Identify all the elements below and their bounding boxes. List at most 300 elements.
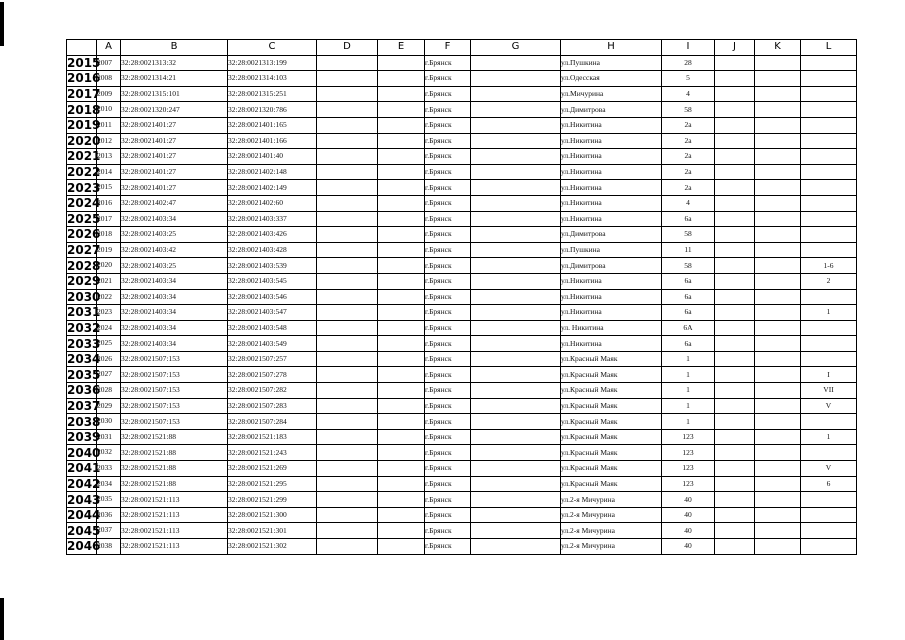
cell-l[interactable] xyxy=(801,195,857,211)
cell-i[interactable]: 6а xyxy=(662,211,715,227)
cell-l[interactable]: I xyxy=(801,367,857,383)
cell-f[interactable]: г.Брянск xyxy=(425,273,471,289)
cell-b[interactable]: 32:28:0021403:34 xyxy=(121,273,228,289)
cell-k[interactable] xyxy=(755,523,801,539)
cell-g[interactable] xyxy=(471,71,561,87)
cell-e[interactable] xyxy=(378,195,425,211)
cell-g[interactable] xyxy=(471,336,561,352)
cell-g[interactable] xyxy=(471,351,561,367)
cell-f[interactable]: г.Брянск xyxy=(425,539,471,555)
cell-e[interactable] xyxy=(378,492,425,508)
cell-j[interactable] xyxy=(715,211,755,227)
cell-g[interactable] xyxy=(471,258,561,274)
cell-k[interactable] xyxy=(755,414,801,430)
cell-k[interactable] xyxy=(755,461,801,477)
cell-g[interactable] xyxy=(471,117,561,133)
row-number[interactable]: 2033 xyxy=(67,336,101,351)
cell-j[interactable] xyxy=(715,242,755,258)
cell-f[interactable]: г.Брянск xyxy=(425,195,471,211)
cell-a[interactable]: 2031 xyxy=(97,429,121,445)
cell-e[interactable] xyxy=(378,383,425,399)
cell-e[interactable] xyxy=(378,289,425,305)
row-number[interactable]: 2015 xyxy=(67,55,101,70)
cell-h[interactable]: ул.Никитина xyxy=(561,195,662,211)
cell-j[interactable] xyxy=(715,117,755,133)
cell-g[interactable] xyxy=(471,55,561,71)
cell-l[interactable] xyxy=(801,507,857,523)
cell-c[interactable]: 32:28:0021521:183 xyxy=(228,429,317,445)
cell-a[interactable]: 2015 xyxy=(97,180,121,196)
cell-h[interactable]: ул.Красный Маяк xyxy=(561,476,662,492)
cell-e[interactable] xyxy=(378,180,425,196)
cell-i[interactable]: 6а xyxy=(662,273,715,289)
cell-e[interactable] xyxy=(378,55,425,71)
cell-k[interactable] xyxy=(755,242,801,258)
cell-c[interactable]: 32:28:0021507:284 xyxy=(228,414,317,430)
cell-l[interactable] xyxy=(801,242,857,258)
cell-l[interactable] xyxy=(801,149,857,165)
cell-k[interactable] xyxy=(755,476,801,492)
cell-h[interactable]: ул.2-я Мичурина xyxy=(561,507,662,523)
cell-h[interactable]: ул.Никитина xyxy=(561,164,662,180)
cell-f[interactable]: г.Брянск xyxy=(425,211,471,227)
row-number[interactable]: 2039 xyxy=(67,430,101,445)
cell-k[interactable] xyxy=(755,258,801,274)
cell-l[interactable]: 1 xyxy=(801,305,857,321)
cell-a[interactable]: 2023 xyxy=(97,305,121,321)
cell-h[interactable]: ул. Никитина xyxy=(561,320,662,336)
cell-j[interactable] xyxy=(715,383,755,399)
cell-b[interactable]: 32:28:0021507:153 xyxy=(121,383,228,399)
row-number[interactable]: 2045 xyxy=(67,523,101,538)
cell-h[interactable]: ул.Никитина xyxy=(561,133,662,149)
cell-d[interactable] xyxy=(317,117,378,133)
column-header-f[interactable]: F xyxy=(425,40,471,56)
cell-j[interactable] xyxy=(715,289,755,305)
cell-j[interactable] xyxy=(715,258,755,274)
cell-b[interactable]: 32:28:0021507:153 xyxy=(121,398,228,414)
cell-i[interactable]: 58 xyxy=(662,102,715,118)
cell-d[interactable] xyxy=(317,367,378,383)
cell-i[interactable]: 2а xyxy=(662,149,715,165)
cell-g[interactable] xyxy=(471,383,561,399)
cell-f[interactable]: г.Брянск xyxy=(425,492,471,508)
cell-a[interactable]: 2013 xyxy=(97,149,121,165)
cell-h[interactable]: ул.Димитрова xyxy=(561,102,662,118)
cell-l[interactable] xyxy=(801,336,857,352)
cell-f[interactable]: г.Брянск xyxy=(425,461,471,477)
cell-b[interactable]: 32:28:0021401:27 xyxy=(121,180,228,196)
cell-c[interactable]: 32:28:0021403:546 xyxy=(228,289,317,305)
cell-h[interactable]: ул.Красный Маяк xyxy=(561,414,662,430)
cell-j[interactable] xyxy=(715,55,755,71)
cell-i[interactable]: 58 xyxy=(662,258,715,274)
cell-c[interactable]: 32:28:0021402:60 xyxy=(228,195,317,211)
cell-h[interactable]: ул.Одесская xyxy=(561,71,662,87)
cell-e[interactable] xyxy=(378,211,425,227)
cell-a[interactable]: 2018 xyxy=(97,227,121,243)
cell-d[interactable] xyxy=(317,71,378,87)
cell-e[interactable] xyxy=(378,258,425,274)
cell-j[interactable] xyxy=(715,445,755,461)
row-number[interactable]: 2030 xyxy=(67,289,101,304)
cell-f[interactable]: г.Брянск xyxy=(425,55,471,71)
cell-g[interactable] xyxy=(471,523,561,539)
cell-k[interactable] xyxy=(755,55,801,71)
cell-l[interactable] xyxy=(801,211,857,227)
cell-h[interactable]: ул.Красный Маяк xyxy=(561,429,662,445)
cell-f[interactable]: г.Брянск xyxy=(425,445,471,461)
cell-i[interactable]: 40 xyxy=(662,492,715,508)
cell-i[interactable]: 6а xyxy=(662,336,715,352)
cell-c[interactable]: 32:28:0021403:337 xyxy=(228,211,317,227)
cell-e[interactable] xyxy=(378,507,425,523)
cell-j[interactable] xyxy=(715,414,755,430)
cell-j[interactable] xyxy=(715,305,755,321)
cell-e[interactable] xyxy=(378,414,425,430)
cell-g[interactable] xyxy=(471,195,561,211)
cell-j[interactable] xyxy=(715,133,755,149)
cell-l[interactable] xyxy=(801,164,857,180)
cell-l[interactable] xyxy=(801,227,857,243)
cell-f[interactable]: г.Брянск xyxy=(425,71,471,87)
cell-c[interactable]: 32:28:0021401:165 xyxy=(228,117,317,133)
cell-b[interactable]: 32:28:0021401:27 xyxy=(121,133,228,149)
cell-g[interactable] xyxy=(471,180,561,196)
cell-f[interactable]: г.Брянск xyxy=(425,476,471,492)
cell-e[interactable] xyxy=(378,227,425,243)
cell-a[interactable]: 2035 xyxy=(97,492,121,508)
cell-j[interactable] xyxy=(715,398,755,414)
column-header-l[interactable]: L xyxy=(801,40,857,56)
cell-l[interactable]: 6 xyxy=(801,476,857,492)
row-number[interactable]: 2029 xyxy=(67,274,101,289)
cell-a[interactable]: 2011 xyxy=(97,117,121,133)
cell-j[interactable] xyxy=(715,507,755,523)
cell-a[interactable]: 2029 xyxy=(97,398,121,414)
row-number[interactable]: 2018 xyxy=(67,102,101,117)
cell-b[interactable]: 32:28:0021521:113 xyxy=(121,492,228,508)
cell-f[interactable]: г.Брянск xyxy=(425,336,471,352)
cell-a[interactable]: 2034 xyxy=(97,476,121,492)
cell-e[interactable] xyxy=(378,133,425,149)
cell-c[interactable]: 32:28:0021507:282 xyxy=(228,383,317,399)
column-header-k[interactable]: K xyxy=(755,40,801,56)
cell-h[interactable]: ул.Никитина xyxy=(561,117,662,133)
cell-i[interactable]: 123 xyxy=(662,476,715,492)
cell-d[interactable] xyxy=(317,461,378,477)
cell-c[interactable]: 32:28:0021521:302 xyxy=(228,539,317,555)
cell-h[interactable]: ул.Никитина xyxy=(561,273,662,289)
row-number[interactable]: 2024 xyxy=(67,196,101,211)
cell-l[interactable] xyxy=(801,133,857,149)
cell-l[interactable]: 2 xyxy=(801,273,857,289)
cell-f[interactable]: г.Брянск xyxy=(425,507,471,523)
cell-e[interactable] xyxy=(378,117,425,133)
cell-f[interactable]: г.Брянск xyxy=(425,102,471,118)
cell-d[interactable] xyxy=(317,398,378,414)
cell-a[interactable]: 2032 xyxy=(97,445,121,461)
cell-c[interactable]: 32:28:0021401:40 xyxy=(228,149,317,165)
cell-h[interactable]: ул.Никитина xyxy=(561,336,662,352)
cell-g[interactable] xyxy=(471,289,561,305)
row-number[interactable]: 2041 xyxy=(67,461,101,476)
cell-k[interactable] xyxy=(755,398,801,414)
cell-l[interactable]: 1-6 xyxy=(801,258,857,274)
cell-l[interactable] xyxy=(801,492,857,508)
cell-b[interactable]: 32:28:0021521:88 xyxy=(121,429,228,445)
row-number[interactable]: 2021 xyxy=(67,149,101,164)
column-header-e[interactable]: E xyxy=(378,40,425,56)
row-number[interactable]: 2027 xyxy=(67,243,101,258)
cell-j[interactable] xyxy=(715,461,755,477)
cell-d[interactable] xyxy=(317,102,378,118)
cell-b[interactable]: 32:28:0021401:27 xyxy=(121,117,228,133)
cell-i[interactable]: 40 xyxy=(662,539,715,555)
cell-k[interactable] xyxy=(755,86,801,102)
cell-c[interactable]: 32:28:0021507:257 xyxy=(228,351,317,367)
cell-e[interactable] xyxy=(378,242,425,258)
cell-b[interactable]: 32:28:0021507:153 xyxy=(121,414,228,430)
row-number[interactable]: 2046 xyxy=(67,539,101,554)
cell-h[interactable]: ул.Красный Маяк xyxy=(561,351,662,367)
cell-a[interactable]: 2024 xyxy=(97,320,121,336)
cell-g[interactable] xyxy=(471,305,561,321)
row-number[interactable]: 2025 xyxy=(67,211,101,226)
cell-j[interactable] xyxy=(715,227,755,243)
cell-a[interactable]: 2028 xyxy=(97,383,121,399)
cell-c[interactable]: 32:28:0021521:299 xyxy=(228,492,317,508)
cell-e[interactable] xyxy=(378,305,425,321)
cell-i[interactable]: 1 xyxy=(662,351,715,367)
cell-l[interactable] xyxy=(801,414,857,430)
cell-c[interactable]: 32:28:0021314:103 xyxy=(228,71,317,87)
cell-k[interactable] xyxy=(755,383,801,399)
cell-c[interactable]: 32:28:0021403:549 xyxy=(228,336,317,352)
cell-c[interactable]: 32:28:0021521:243 xyxy=(228,445,317,461)
cell-j[interactable] xyxy=(715,164,755,180)
cell-d[interactable] xyxy=(317,383,378,399)
cell-a[interactable]: 2022 xyxy=(97,289,121,305)
cell-a[interactable]: 2009 xyxy=(97,86,121,102)
cell-f[interactable]: г.Брянск xyxy=(425,320,471,336)
cell-g[interactable] xyxy=(471,476,561,492)
row-number[interactable]: 2034 xyxy=(67,352,101,367)
cell-k[interactable] xyxy=(755,320,801,336)
cell-j[interactable] xyxy=(715,539,755,555)
cell-b[interactable]: 32:28:0021401:27 xyxy=(121,149,228,165)
cell-e[interactable] xyxy=(378,398,425,414)
row-number[interactable]: 2022 xyxy=(67,165,101,180)
cell-k[interactable] xyxy=(755,227,801,243)
cell-h[interactable]: ул.Никитина xyxy=(561,289,662,305)
cell-l[interactable] xyxy=(801,71,857,87)
cell-h[interactable]: ул.Пушкина xyxy=(561,55,662,71)
cell-d[interactable] xyxy=(317,180,378,196)
cell-d[interactable] xyxy=(317,539,378,555)
cell-b[interactable]: 32:28:0021403:34 xyxy=(121,289,228,305)
cell-i[interactable]: 2а xyxy=(662,117,715,133)
cell-d[interactable] xyxy=(317,227,378,243)
cell-e[interactable] xyxy=(378,445,425,461)
cell-c[interactable]: 32:28:0021403:545 xyxy=(228,273,317,289)
cell-f[interactable]: г.Брянск xyxy=(425,117,471,133)
cell-g[interactable] xyxy=(471,492,561,508)
cell-i[interactable]: 2а xyxy=(662,133,715,149)
cell-j[interactable] xyxy=(715,71,755,87)
cell-j[interactable] xyxy=(715,86,755,102)
cell-i[interactable]: 6А xyxy=(662,320,715,336)
cell-g[interactable] xyxy=(471,273,561,289)
cell-l[interactable] xyxy=(801,320,857,336)
cell-k[interactable] xyxy=(755,351,801,367)
cell-c[interactable]: 32:28:0021403:426 xyxy=(228,227,317,243)
cell-i[interactable]: 123 xyxy=(662,461,715,477)
cell-a[interactable]: 2007 xyxy=(97,55,121,71)
cell-j[interactable] xyxy=(715,492,755,508)
cell-b[interactable]: 32:28:0021403:34 xyxy=(121,305,228,321)
cell-h[interactable]: ул.Никитина xyxy=(561,305,662,321)
cell-b[interactable]: 32:28:0021403:34 xyxy=(121,320,228,336)
cell-d[interactable] xyxy=(317,258,378,274)
cell-f[interactable]: г.Брянск xyxy=(425,429,471,445)
cell-f[interactable]: г.Брянск xyxy=(425,305,471,321)
cell-b[interactable]: 32:28:0021521:113 xyxy=(121,523,228,539)
cell-j[interactable] xyxy=(715,429,755,445)
row-number[interactable]: 2019 xyxy=(67,118,101,133)
cell-e[interactable] xyxy=(378,336,425,352)
cell-a[interactable]: 2030 xyxy=(97,414,121,430)
cell-i[interactable]: 1 xyxy=(662,367,715,383)
cell-c[interactable]: 32:28:0021402:148 xyxy=(228,164,317,180)
cell-l[interactable] xyxy=(801,102,857,118)
cell-g[interactable] xyxy=(471,242,561,258)
cell-c[interactable]: 32:28:0021320:786 xyxy=(228,102,317,118)
cell-b[interactable]: 32:28:0021521:88 xyxy=(121,461,228,477)
cell-k[interactable] xyxy=(755,117,801,133)
cell-l[interactable] xyxy=(801,351,857,367)
cell-k[interactable] xyxy=(755,149,801,165)
row-number[interactable]: 2044 xyxy=(67,508,101,523)
row-number[interactable]: 2026 xyxy=(67,227,101,242)
cell-l[interactable] xyxy=(801,117,857,133)
cell-i[interactable]: 2а xyxy=(662,180,715,196)
cell-h[interactable]: ул.2-я Мичурина xyxy=(561,492,662,508)
cell-g[interactable] xyxy=(471,461,561,477)
cell-a[interactable]: 2019 xyxy=(97,242,121,258)
cell-a[interactable]: 2033 xyxy=(97,461,121,477)
cell-c[interactable]: 32:28:0021401:166 xyxy=(228,133,317,149)
column-header-i[interactable]: I xyxy=(662,40,715,56)
cell-a[interactable]: 2027 xyxy=(97,367,121,383)
cell-e[interactable] xyxy=(378,149,425,165)
cell-i[interactable]: 40 xyxy=(662,507,715,523)
column-header-j[interactable]: J xyxy=(715,40,755,56)
cell-h[interactable]: ул.Димитрова xyxy=(561,258,662,274)
row-number[interactable]: 2042 xyxy=(67,476,101,491)
cell-i[interactable]: 5 xyxy=(662,71,715,87)
cell-d[interactable] xyxy=(317,351,378,367)
cell-i[interactable]: 4 xyxy=(662,195,715,211)
cell-i[interactable]: 123 xyxy=(662,445,715,461)
cell-h[interactable]: ул.Красный Маяк xyxy=(561,383,662,399)
cell-i[interactable]: 123 xyxy=(662,429,715,445)
cell-d[interactable] xyxy=(317,242,378,258)
cell-g[interactable] xyxy=(471,149,561,165)
cell-d[interactable] xyxy=(317,336,378,352)
cell-l[interactable] xyxy=(801,86,857,102)
cell-d[interactable] xyxy=(317,164,378,180)
cell-d[interactable] xyxy=(317,289,378,305)
cell-c[interactable]: 32:28:0021507:278 xyxy=(228,367,317,383)
cell-b[interactable]: 32:28:0021403:25 xyxy=(121,227,228,243)
cell-e[interactable] xyxy=(378,102,425,118)
cell-k[interactable] xyxy=(755,305,801,321)
cell-f[interactable]: г.Брянск xyxy=(425,164,471,180)
cell-g[interactable] xyxy=(471,398,561,414)
cell-g[interactable] xyxy=(471,164,561,180)
cell-b[interactable]: 32:28:0021521:113 xyxy=(121,539,228,555)
cell-f[interactable]: г.Брянск xyxy=(425,86,471,102)
cell-l[interactable] xyxy=(801,289,857,305)
cell-l[interactable]: 1 xyxy=(801,429,857,445)
cell-e[interactable] xyxy=(378,539,425,555)
cell-h[interactable]: ул.Красный Маяк xyxy=(561,367,662,383)
cell-g[interactable] xyxy=(471,539,561,555)
cell-d[interactable] xyxy=(317,476,378,492)
cell-i[interactable]: 1 xyxy=(662,383,715,399)
cell-a[interactable]: 2020 xyxy=(97,258,121,274)
cell-g[interactable] xyxy=(471,320,561,336)
cell-l[interactable] xyxy=(801,55,857,71)
cell-l[interactable] xyxy=(801,539,857,555)
cell-e[interactable] xyxy=(378,164,425,180)
cell-f[interactable]: г.Брянск xyxy=(425,289,471,305)
cell-b[interactable]: 32:28:0021315:101 xyxy=(121,86,228,102)
cell-b[interactable]: 32:28:0021314:21 xyxy=(121,71,228,87)
row-number[interactable]: 2035 xyxy=(67,367,101,382)
cell-k[interactable] xyxy=(755,195,801,211)
cell-i[interactable]: 28 xyxy=(662,55,715,71)
cell-k[interactable] xyxy=(755,71,801,87)
cell-b[interactable]: 32:28:0021507:153 xyxy=(121,351,228,367)
cell-a[interactable]: 2008 xyxy=(97,71,121,87)
cell-h[interactable]: ул.Димитрова xyxy=(561,227,662,243)
cell-c[interactable]: 32:28:0021403:547 xyxy=(228,305,317,321)
cell-c[interactable]: 32:28:0021313:199 xyxy=(228,55,317,71)
cell-d[interactable] xyxy=(317,445,378,461)
cell-e[interactable] xyxy=(378,71,425,87)
cell-i[interactable]: 40 xyxy=(662,523,715,539)
cell-d[interactable] xyxy=(317,414,378,430)
cell-b[interactable]: 32:28:0021403:34 xyxy=(121,211,228,227)
cell-b[interactable]: 32:28:0021403:42 xyxy=(121,242,228,258)
cell-l[interactable] xyxy=(801,445,857,461)
cell-k[interactable] xyxy=(755,507,801,523)
cell-j[interactable] xyxy=(715,476,755,492)
column-header-g[interactable]: G xyxy=(471,40,561,56)
cell-a[interactable]: 2038 xyxy=(97,539,121,555)
column-header-h[interactable]: H xyxy=(561,40,662,56)
cell-k[interactable] xyxy=(755,429,801,445)
cell-j[interactable] xyxy=(715,149,755,165)
cell-d[interactable] xyxy=(317,195,378,211)
cell-i[interactable]: 2а xyxy=(662,164,715,180)
cell-b[interactable]: 32:28:0021403:25 xyxy=(121,258,228,274)
cell-j[interactable] xyxy=(715,336,755,352)
cell-f[interactable]: г.Брянск xyxy=(425,414,471,430)
cell-d[interactable] xyxy=(317,492,378,508)
